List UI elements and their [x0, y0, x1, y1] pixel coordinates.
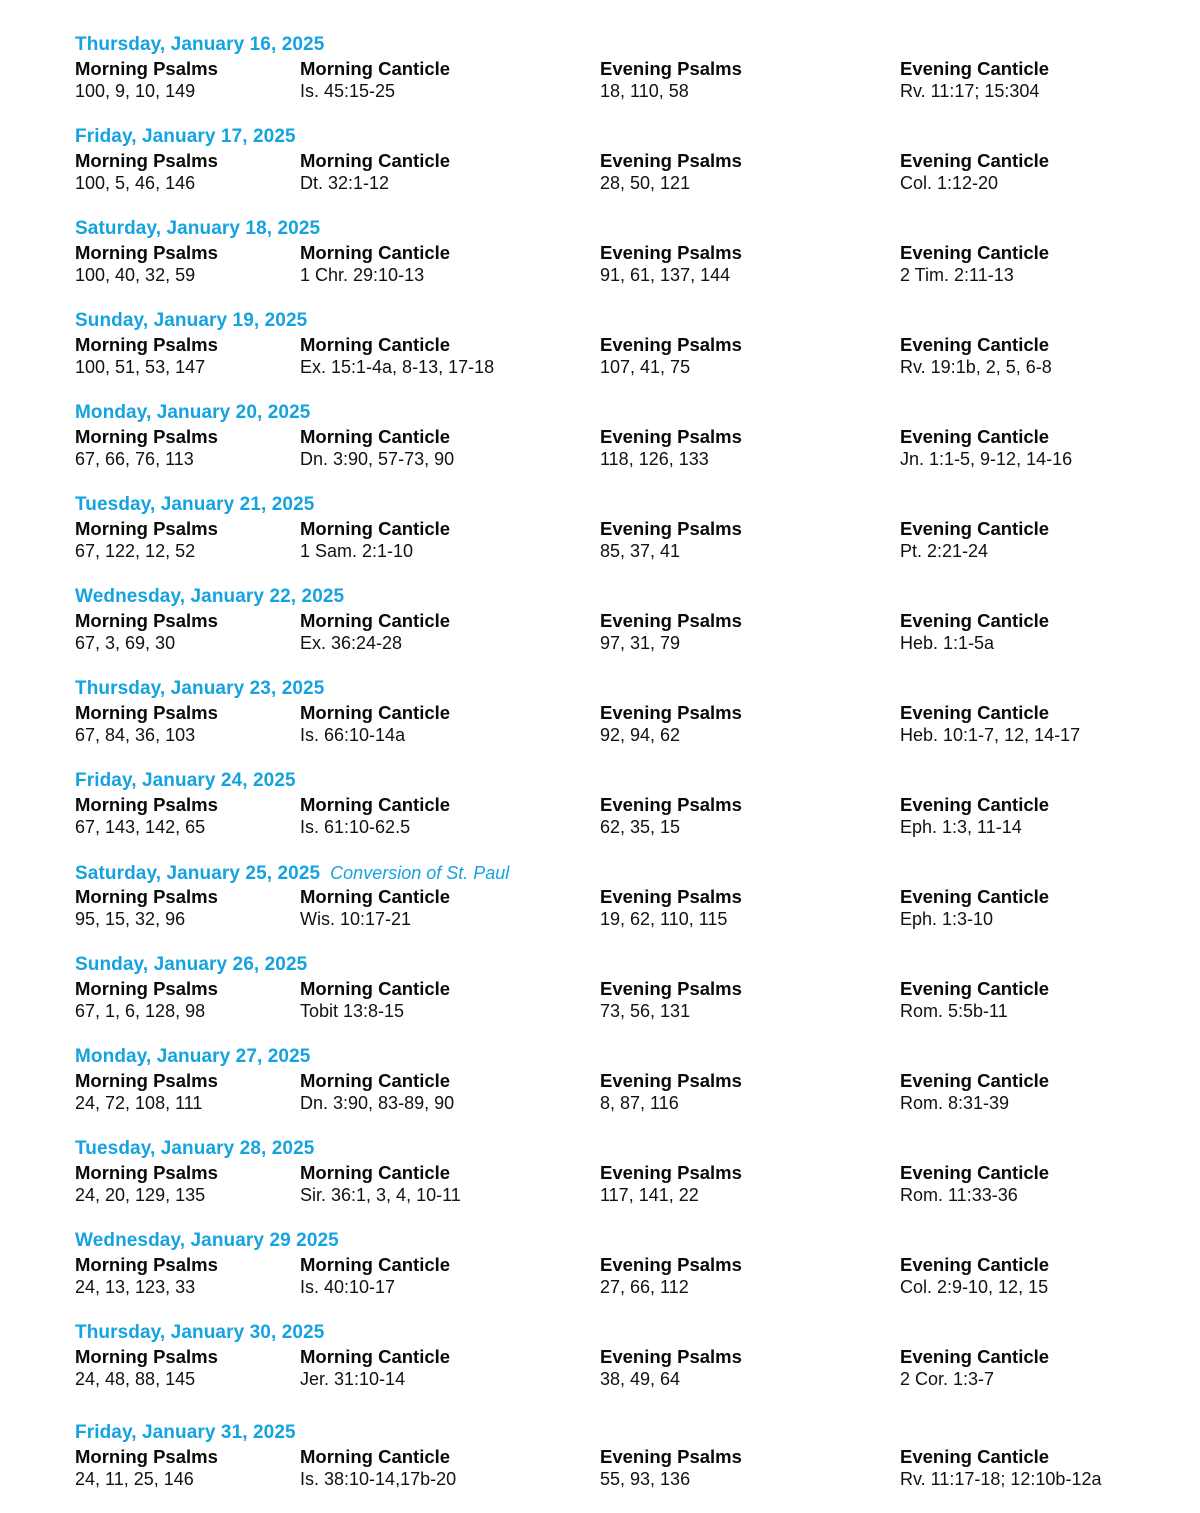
evening-canticle-value: Eph. 1:3-10: [900, 909, 994, 929]
day-date: Monday, January 20, 2025: [75, 402, 311, 423]
header-row: [75, 149, 1185, 172]
evening-psalms-label: Evening Psalms: [600, 58, 742, 79]
evening-psalms-value: 92, 94, 62: [600, 725, 681, 745]
evening-canticle-value: Heb. 1:1-5a: [900, 633, 995, 653]
date-line: [75, 217, 1185, 241]
morning-psalms-value: 67, 3, 69, 30: [75, 633, 176, 653]
evening-canticle-value: Rv. 19:1b, 2, 5, 6-8: [900, 357, 1052, 377]
evening-psalms-label: Evening Psalms: [600, 518, 742, 539]
morning-canticle-value: Is. 40:10-17: [300, 1277, 396, 1297]
evening-psalms-value: 62, 35, 15: [600, 817, 681, 837]
day-entry: [75, 1137, 1185, 1229]
day-date: Friday, January 31, 2025: [75, 1422, 296, 1443]
day-date: Friday, January 17, 2025: [75, 126, 296, 147]
morning-psalms-label: Morning Psalms: [75, 426, 218, 447]
day-date: Wednesday, January 29 2025: [75, 1230, 339, 1251]
value-row: [75, 264, 1185, 287]
morning-canticle-label: Morning Canticle: [300, 1070, 451, 1091]
day-entry: [75, 1321, 1185, 1413]
evening-psalms-label: Evening Psalms: [600, 610, 742, 631]
header-row: [75, 517, 1185, 540]
morning-psalms-label: Morning Psalms: [75, 334, 218, 355]
morning-canticle-label: Morning Canticle: [300, 794, 451, 815]
day-entry: [75, 217, 1185, 309]
day-date: Thursday, January 16, 2025: [75, 34, 325, 55]
morning-psalms-label: Morning Psalms: [75, 886, 218, 907]
morning-canticle-label: Morning Canticle: [300, 1162, 451, 1183]
morning-canticle-value: Ex. 15:1-4a, 8-13, 17-18: [300, 357, 495, 377]
header-row: [75, 1161, 1185, 1184]
value-row: [75, 1468, 1185, 1491]
morning-psalms-label: Morning Psalms: [75, 1162, 218, 1183]
value-row: [75, 1368, 1185, 1391]
morning-canticle-label: Morning Canticle: [300, 978, 451, 999]
value-row: [75, 172, 1185, 195]
morning-psalms-value: 100, 40, 32, 59: [75, 265, 196, 285]
evening-psalms-label: Evening Psalms: [600, 794, 742, 815]
evening-psalms-label: Evening Psalms: [600, 978, 742, 999]
morning-canticle-label: Morning Canticle: [300, 1346, 451, 1367]
header-row: [75, 333, 1185, 356]
evening-canticle-label: Evening Canticle: [900, 518, 1050, 539]
evening-psalms-label: Evening Psalms: [600, 1254, 742, 1275]
date-line: [75, 493, 1185, 517]
date-line: [75, 1137, 1185, 1161]
evening-canticle-label: Evening Canticle: [900, 1162, 1050, 1183]
morning-canticle-label: Morning Canticle: [300, 150, 451, 171]
evening-psalms-label: Evening Psalms: [600, 334, 742, 355]
evening-canticle-label: Evening Canticle: [900, 978, 1050, 999]
evening-canticle-value: 2 Tim. 2:11-13: [900, 265, 1014, 285]
evening-psalms-label: Evening Psalms: [600, 426, 742, 447]
day-entry: [75, 309, 1185, 401]
day-date: Wednesday, January 22, 2025: [75, 586, 345, 607]
day-entry: [75, 953, 1185, 1045]
evening-psalms-value: 27, 66, 112: [600, 1277, 689, 1297]
day-date: Thursday, January 23, 2025: [75, 678, 325, 699]
evening-canticle-value: Jn. 1:1-5, 9-12, 14-16: [900, 449, 1073, 469]
evening-psalms-label: Evening Psalms: [600, 1162, 742, 1183]
morning-psalms-label: Morning Psalms: [75, 1254, 218, 1275]
morning-canticle-value: 1 Sam. 2:1-10: [300, 541, 414, 561]
morning-canticle-value: Is. 45:15-25: [300, 81, 396, 101]
evening-psalms-value: 91, 61, 137, 144: [600, 265, 731, 285]
day-date: Thursday, January 30, 2025: [75, 1322, 325, 1343]
header-row: [75, 1445, 1185, 1468]
morning-psalms-value: 95, 15, 32, 96: [75, 909, 186, 929]
morning-psalms-value: 24, 13, 123, 33: [75, 1277, 196, 1297]
day-entry: [75, 125, 1185, 217]
evening-psalms-label: Evening Psalms: [600, 1446, 742, 1467]
day-date: Saturday, January 25, 2025: [75, 863, 321, 884]
evening-canticle-label: Evening Canticle: [900, 794, 1050, 815]
evening-psalms-value: 73, 56, 131: [600, 1001, 691, 1021]
date-line: [75, 1421, 1185, 1445]
day-entry: [75, 1045, 1185, 1137]
evening-psalms-value: 28, 50, 121: [600, 173, 691, 193]
evening-canticle-value: Rom. 11:33-36: [900, 1185, 1018, 1205]
value-row: [75, 632, 1185, 655]
morning-psalms-label: Morning Psalms: [75, 150, 218, 171]
date-line: [75, 861, 1185, 885]
value-row: [75, 816, 1185, 839]
morning-canticle-value: Ex. 36:24-28: [300, 633, 403, 653]
day-entry: [75, 493, 1185, 585]
day-entry: [75, 769, 1185, 861]
evening-canticle-value: Col. 1:12-20: [900, 173, 999, 193]
evening-psalms-label: Evening Psalms: [600, 1346, 742, 1367]
evening-psalms-label: Evening Psalms: [600, 242, 742, 263]
header-row: [75, 701, 1185, 724]
morning-canticle-value: Is. 66:10-14a: [300, 725, 406, 745]
evening-canticle-label: Evening Canticle: [900, 334, 1050, 355]
evening-psalms-value: 107, 41, 75: [600, 357, 691, 377]
morning-psalms-value: 24, 11, 25, 146: [75, 1469, 194, 1489]
morning-canticle-label: Morning Canticle: [300, 1446, 451, 1467]
value-row: [75, 908, 1185, 931]
morning-canticle-value: Sir. 36:1, 3, 4, 10-11: [300, 1185, 461, 1205]
header-row: [75, 885, 1185, 908]
evening-psalms-value: 38, 49, 64: [600, 1369, 681, 1389]
evening-canticle-value: Rv. 11:17-18; 12:10b-12a: [900, 1469, 1102, 1489]
feast-name: Conversion of St. Paul: [330, 863, 510, 883]
day-entry: [75, 1421, 1185, 1513]
date-line: [75, 1321, 1185, 1345]
evening-psalms-value: 18, 110, 58: [600, 81, 689, 101]
day-date: Tuesday, January 21, 2025: [75, 494, 315, 515]
evening-canticle-label: Evening Canticle: [900, 1254, 1050, 1275]
header-row: [75, 977, 1185, 1000]
morning-psalms-label: Morning Psalms: [75, 794, 218, 815]
evening-psalms-value: 118, 126, 133: [600, 449, 709, 469]
evening-psalms-value: 55, 93, 136: [600, 1469, 691, 1489]
value-row: [75, 1276, 1185, 1299]
evening-canticle-label: Evening Canticle: [900, 150, 1050, 171]
morning-canticle-value: Wis. 10:17-21: [300, 909, 412, 929]
evening-psalms-value: 85, 37, 41: [600, 541, 681, 561]
day-entry: [75, 33, 1185, 125]
evening-psalms-label: Evening Psalms: [600, 150, 742, 171]
morning-psalms-label: Morning Psalms: [75, 702, 218, 723]
evening-canticle-label: Evening Canticle: [900, 1070, 1050, 1091]
morning-psalms-label: Morning Psalms: [75, 518, 218, 539]
morning-psalms-label: Morning Psalms: [75, 610, 218, 631]
morning-canticle-value: Jer. 31:10-14: [300, 1369, 406, 1389]
evening-canticle-label: Evening Canticle: [900, 702, 1050, 723]
value-row: [75, 1000, 1185, 1023]
date-line: [75, 585, 1185, 609]
day-date: Monday, January 27, 2025: [75, 1046, 311, 1067]
evening-psalms-value: 19, 62, 110, 115: [600, 909, 728, 929]
morning-psalms-value: 67, 84, 36, 103: [75, 725, 196, 745]
evening-canticle-value: 2 Cor. 1:3-7: [900, 1369, 995, 1389]
header-row: [75, 425, 1185, 448]
value-row: [75, 1092, 1185, 1115]
value-row: [75, 1184, 1185, 1207]
header-row: [75, 1253, 1185, 1276]
evening-psalms-value: 97, 31, 79: [600, 633, 681, 653]
value-row: [75, 80, 1185, 103]
morning-psalms-label: Morning Psalms: [75, 242, 218, 263]
header-row: [75, 241, 1185, 264]
morning-canticle-label: Morning Canticle: [300, 1254, 451, 1275]
value-row: [75, 356, 1185, 379]
evening-canticle-value: Eph. 1:3, 11-14: [900, 817, 1022, 837]
morning-psalms-label: Morning Psalms: [75, 58, 218, 79]
morning-canticle-label: Morning Canticle: [300, 610, 451, 631]
date-line: [75, 1045, 1185, 1069]
evening-canticle-label: Evening Canticle: [900, 426, 1050, 447]
morning-psalms-value: 100, 5, 46, 146: [75, 173, 196, 193]
morning-canticle-value: Dn. 3:90, 57-73, 90: [300, 449, 455, 469]
morning-canticle-label: Morning Canticle: [300, 242, 451, 263]
morning-canticle-label: Morning Canticle: [300, 886, 451, 907]
date-line: [75, 401, 1185, 425]
value-row: [75, 724, 1185, 747]
value-row: [75, 540, 1185, 563]
day-date: Tuesday, January 28, 2025: [75, 1138, 315, 1159]
evening-canticle-value: Rom. 8:31-39: [900, 1093, 1010, 1113]
header-row: [75, 57, 1185, 80]
date-line: [75, 677, 1185, 701]
date-line: [75, 33, 1185, 57]
date-line: [75, 769, 1185, 793]
evening-canticle-value: Col. 2:9-10, 12, 15: [900, 1277, 1049, 1297]
date-line: [75, 125, 1185, 149]
evening-canticle-value: Rom. 5:5b-11: [900, 1001, 1008, 1021]
morning-canticle-label: Morning Canticle: [300, 334, 451, 355]
evening-canticle-value: Rv. 11:17; 15:304: [900, 81, 1040, 101]
morning-psalms-value: 24, 72, 108, 111: [75, 1093, 203, 1113]
evening-psalms-label: Evening Psalms: [600, 702, 742, 723]
day-entry: [75, 585, 1185, 677]
day-entry: [75, 1229, 1185, 1321]
day-date: Friday, January 24, 2025: [75, 770, 296, 791]
date-line: [75, 953, 1185, 977]
evening-canticle-label: Evening Canticle: [900, 58, 1050, 79]
morning-psalms-value: 24, 48, 88, 145: [75, 1369, 196, 1389]
evening-canticle-value: Pt. 2:21-24: [900, 541, 989, 561]
evening-canticle-label: Evening Canticle: [900, 886, 1050, 907]
evening-psalms-label: Evening Psalms: [600, 886, 742, 907]
morning-canticle-label: Morning Canticle: [300, 58, 451, 79]
evening-canticle-label: Evening Canticle: [900, 1446, 1050, 1467]
day-entry: [75, 861, 1185, 953]
evening-canticle-label: Evening Canticle: [900, 242, 1050, 263]
morning-canticle-label: Morning Canticle: [300, 518, 451, 539]
header-row: [75, 1345, 1185, 1368]
schedule: [75, 33, 1185, 1513]
day-entry: [75, 401, 1185, 493]
evening-canticle-value: Heb. 10:1-7, 12, 14-17: [900, 725, 1081, 745]
header-row: [75, 1069, 1185, 1092]
day-date: Sunday, January 19, 2025: [75, 310, 308, 331]
morning-psalms-label: Morning Psalms: [75, 1446, 218, 1467]
evening-psalms-label: Evening Psalms: [600, 1070, 742, 1091]
morning-psalms-value: 100, 9, 10, 149: [75, 81, 196, 101]
morning-psalms-value: 24, 20, 129, 135: [75, 1185, 206, 1205]
morning-canticle-label: Morning Canticle: [300, 702, 451, 723]
morning-canticle-value: 1 Chr. 29:10-13: [300, 265, 425, 285]
morning-psalms-value: 67, 66, 76, 113: [75, 449, 194, 469]
value-row: [75, 448, 1185, 471]
morning-psalms-label: Morning Psalms: [75, 978, 218, 999]
morning-canticle-value: Dt. 32:1-12: [300, 173, 390, 193]
date-line: [75, 309, 1185, 333]
day-date: Saturday, January 18, 2025: [75, 218, 321, 239]
morning-psalms-value: 67, 143, 142, 65: [75, 817, 206, 837]
morning-psalms-label: Morning Psalms: [75, 1070, 218, 1091]
morning-psalms-value: 67, 122, 12, 52: [75, 541, 196, 561]
day-entry: [75, 677, 1185, 769]
day-date: Sunday, January 26, 2025: [75, 954, 308, 975]
evening-canticle-label: Evening Canticle: [900, 610, 1050, 631]
morning-canticle-value: Is. 61:10-62.5: [300, 817, 411, 837]
morning-psalms-label: Morning Psalms: [75, 1346, 218, 1367]
morning-canticle-value: Is. 38:10-14,17b-20: [300, 1469, 457, 1489]
evening-psalms-value: 8, 87, 116: [600, 1093, 679, 1113]
evening-psalms-value: 117, 141, 22: [600, 1185, 699, 1205]
header-row: [75, 609, 1185, 632]
morning-psalms-value: 100, 51, 53, 147: [75, 357, 206, 377]
date-line: [75, 1229, 1185, 1253]
header-row: [75, 793, 1185, 816]
morning-canticle-label: Morning Canticle: [300, 426, 451, 447]
evening-canticle-label: Evening Canticle: [900, 1346, 1050, 1367]
morning-psalms-value: 67, 1, 6, 128, 98: [75, 1001, 206, 1021]
morning-canticle-value: Dn. 3:90, 83-89, 90: [300, 1093, 455, 1113]
morning-canticle-value: Tobit 13:8-15: [300, 1001, 405, 1021]
